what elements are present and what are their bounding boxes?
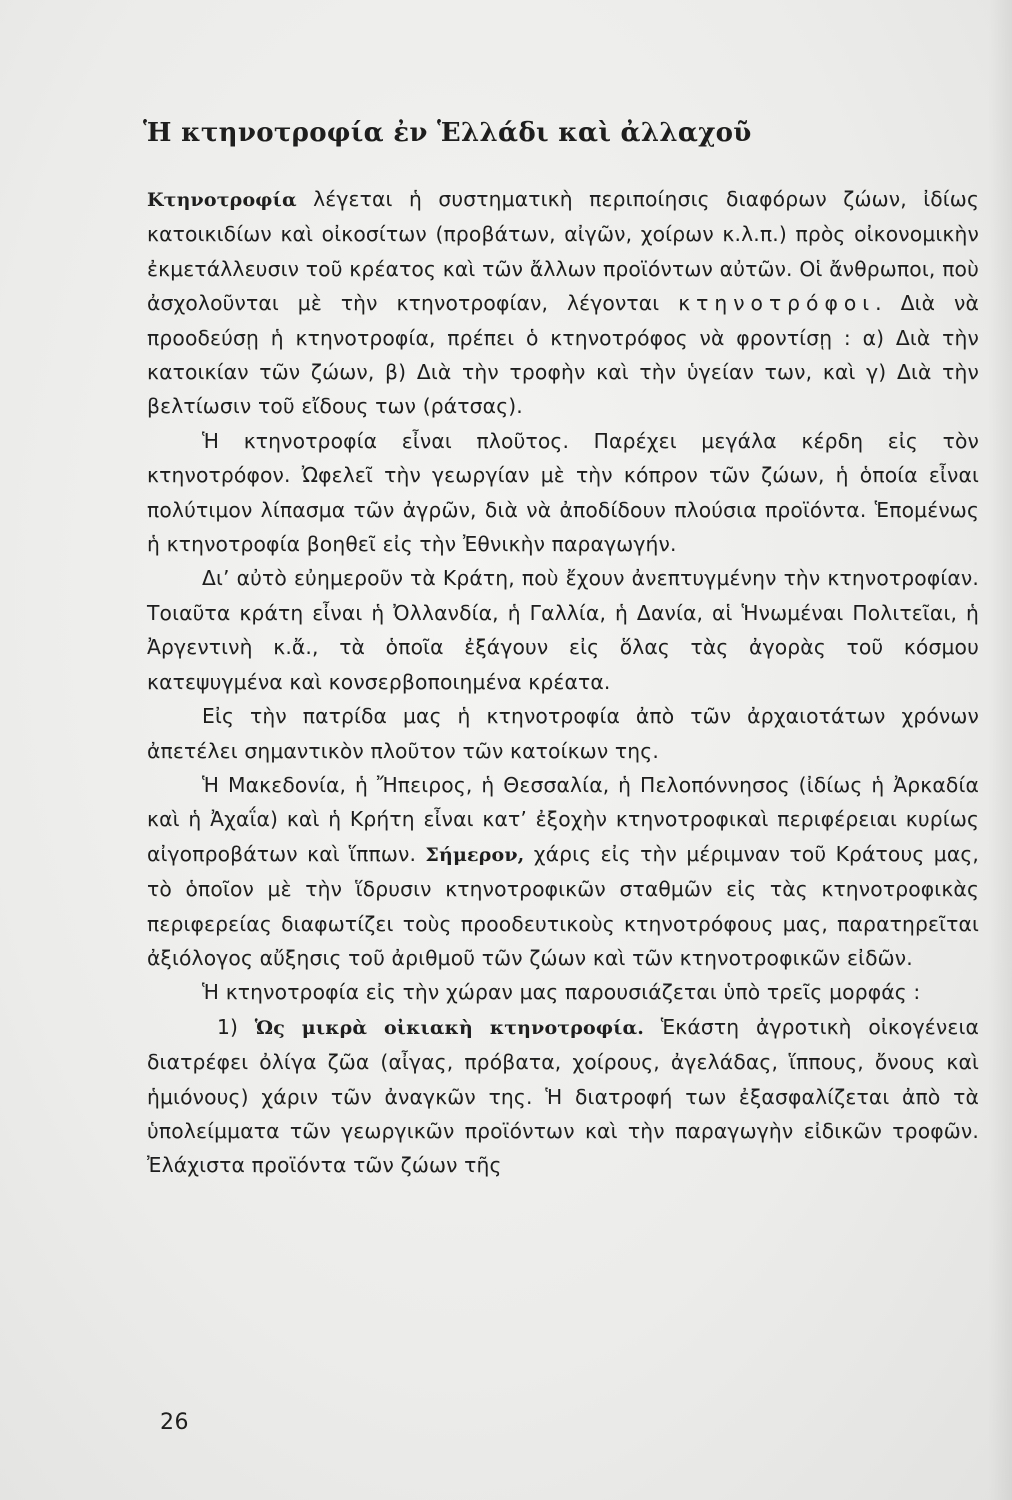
paragraph-text: Ἡ Μακεδονία, ἡ Ἤπειρος, ἡ Θεσσαλία, ἡ Πελοπόννησος (ἰδίως ἡ Ἀρκαδία καὶ ἡ Ἀχαΐα) καὶ ἡ Κρήτη εἶναι κατ’ ἐξοχὴν κτηνοτροφικαὶ περιφέρειαι κυρίως αἰγοπροβάτων καὶ ἵππων. <box>147 772 979 866</box>
paragraph-text: λέγεται ἡ συστηματικὴ περιποίησις διαφόρων ζώων, ἰδίως κατοικιδίων καὶ οἰκοσίτων (προβάτων, αἰγῶν, χοίρων κ.λ.π.) πρὸς οἰκονομικὴν ἐκμετάλλευσιν τοῦ κρέατος καὶ τῶν ἄλλων προϊόντων αὐτῶν. Οἱ ἄνθρωποι, ποὺ ἀσχολοῦνται μὲ τὴν κτηνοτροφίαν, λέγονται <box>147 187 979 316</box>
paragraph-wealth: Ἡ κτηνοτροφία εἶναι πλοῦτος. Παρέχει μεγάλα κέρδη εἰς τὸν κτηνοτρόφον. Ὠφελεῖ τὴν γεωργίαν μὲ τὴν κόπρον τῶν ζώων, ἡ ὁποία εἶναι πολύτιμον λίπασμα τῶν ἀγρῶν, διὰ νὰ ἀποδίδουν πλούσια προϊόντα. Ἑπομένως ἡ κτηνοτροφία βοηθεῖ εἰς τὴν Ἐθνικὴν παραγωγήν. <box>147 428 979 557</box>
paragraph-text: χάρις εἰς τὴν μέριμναν τοῦ Κράτους μας, τὸ ὁποῖον μὲ τὴν ἵδρυσιν κτηνοτροφικῶν σταθμῶν εἰς τὰς κτηνοτροφικὰς περιφερείας διαφωτίζει τοὺς προοδευτικοὺς κτηνοτρόφους μας, παρατηρεῖται ἀξιόλογος αὔξησις τοῦ ἀριθμοῦ τῶν ζώων καὶ τῶν κτηνοτροφικῶν εἰδῶν. <box>147 841 979 970</box>
paragraph-homeland: Εἰς τὴν πατρίδα μας ἡ κτηνοτροφία ἀπὸ τῶν ἀρχαιοτάτων χρόνων ἀπετέλει σημαντικὸν πλοῦτον τῶν κατοίκων της. <box>147 704 979 763</box>
spaced-term: κτηνοτρόφοι <box>678 291 876 316</box>
chapter-heading: Ἡ κτηνοτροφία ἐν Ἑλλάδι καὶ ἀλλαχοῦ <box>143 118 752 148</box>
list-item-household <box>147 1010 979 1183</box>
term-bold: Κτηνοτροφία <box>147 189 297 211</box>
item-number: 1) <box>217 1014 239 1039</box>
item-title: Ὡς μικρὰ οἰκιακὴ κτηνοτροφία. <box>254 1016 645 1039</box>
paragraph-text: Ἑκάστη ἀγροτικὴ οἰκογένεια διατρέφει ὀλίγα ζῶα (αἶγας, πρόβατα, χοίρους, ἀγελάδας, ἵππους, ὄνους καὶ ἡμιόνους) χάριν τῶν ἀναγκῶν της. Ἡ διατροφή των ἐξασφαλίζεται ἀπὸ τὰ ὑπολείμματα τῶν γεωργικῶν προϊόντων καὶ τὴν παραγωγὴν εἰδικῶν τροφῶν. Ἐλάχιστα προϊόντα τῶν ζώων τῆς <box>147 1014 979 1178</box>
paragraph-states: Δι’ αὐτὸ εὐημεροῦν τὰ Κράτη, ποὺ ἔχουν ἀνεπτυγμένην τὴν κτηνοτροφίαν. Τοιαῦτα κράτη εἶναι ἡ Ὀλλανδία, ἡ Γαλλία, ἡ Δανία, αἱ Ἡνωμέναι Πολιτεῖαι, ἡ Ἀργεντινὴ κ.ἄ., τὰ ὁποῖα ἐξάγουν εἰς ὅλας τὰς ἀγορὰς τοῦ κόσμου κατεψυγμένα καὶ κονσερβοποιημένα κρέατα. <box>147 566 979 694</box>
paragraph-regions <box>147 768 979 975</box>
paragraph-text: . Διὰ νὰ προοδεύσῃ ἡ κτηνοτροφία, πρέπει ὁ κτηνοτρόφος νὰ φροντίσῃ : α) Διὰ τὴν κατοικίαν τῶν ζώων, β) Διὰ τὴν τροφὴν καὶ τὴν ὑγείαν των, καὶ γ) Διὰ τὴν βελτίωσιν τοῦ εἴδους των (ράτσας). <box>147 291 979 419</box>
body-text <box>147 182 979 1183</box>
page-gutter-shadow <box>988 0 1012 1500</box>
page-number: 26 <box>160 1410 189 1435</box>
bold-word: Σήμερον, <box>425 843 525 866</box>
paragraph-definition <box>147 182 979 424</box>
paragraph-forms: Ἡ κτηνοτροφία εἰς τὴν χώραν μας παρουσιάζεται ὑπὸ τρεῖς μορφάς : <box>202 980 921 1005</box>
